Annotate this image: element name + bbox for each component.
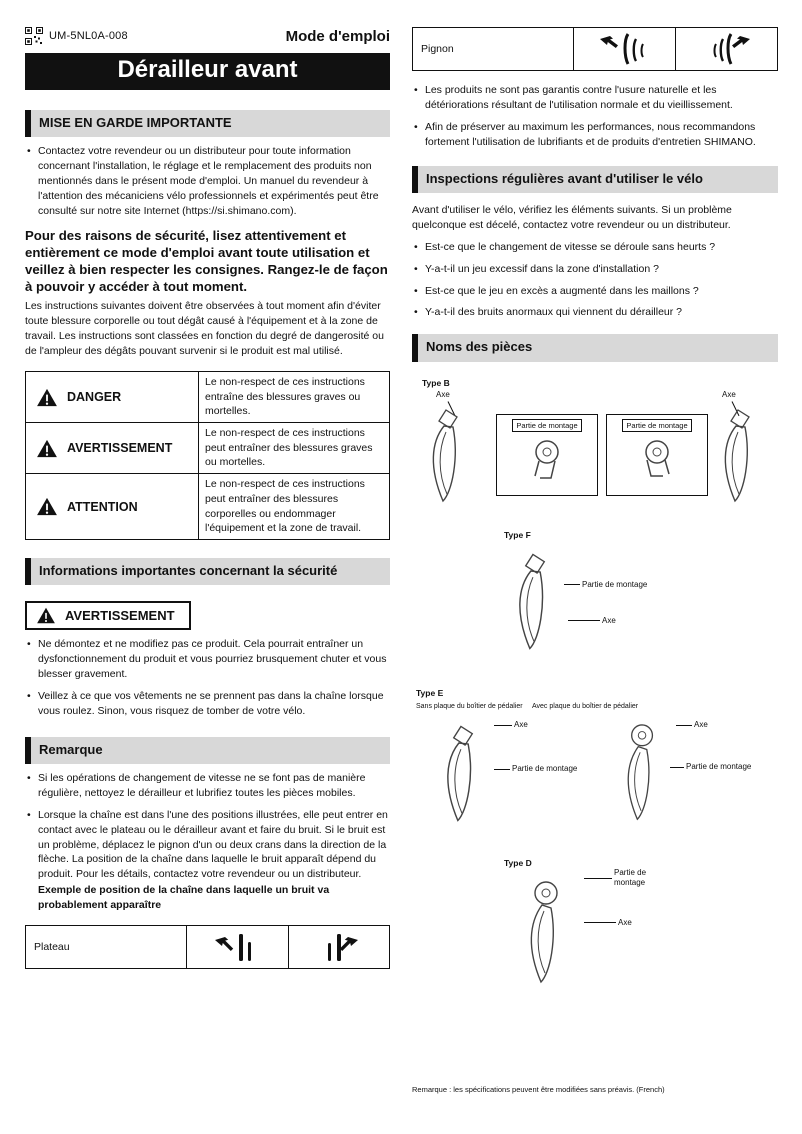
type-f-label: Type F [504,529,531,540]
chainring-diagram-icon [203,929,273,965]
hazard-description: Le non-respect de ces instructions peut entraîner des blessures corporelles ou endommager l'équipement et la zone de travail. [198,474,389,539]
chainring-diagram-icon [304,929,374,965]
hazard-row-caution [26,473,389,539]
inspection-text: Y-a-t-il des bruits anormaux qui viennent du dérailleur ? [425,306,683,319]
montage-callout: Partie de montage [582,579,648,589]
plateau-table [25,925,390,969]
montage-callout: Partie de montage [614,867,647,887]
warning-triangle-icon [36,607,56,624]
section-safety-info: Informations importantes concernant la sécurité [25,558,390,585]
derailleur-diagram [710,406,770,506]
general-note-text: Les produits ne sont pas garantis contre l'usure naturelle et les détériorations résultant de l'utilisation normale et du vieillissement. [425,84,733,111]
axe-callout: Axe [694,719,708,729]
inspection-text: Y-a-t-il un jeu excessif dans la zone d'installation ? [425,262,659,275]
document-number: UM-5NL0A-008 [49,30,128,42]
notice-bullet [25,144,390,219]
safety-statement-bold: Pour des raisons de sécurité, lisez attentivement et entièrement ce mode d'emploi avant toute utilisation et veillez à bien respecter les consignes. Rangez-le de façon à pouvoir y accéder à tout moment. [25,227,388,295]
footer-note: Remarque : les spécifications peuvent être modifiées sans préavis. (French) [412,1085,665,1094]
type-e-label: Type E [416,687,444,698]
hazard-row-danger [26,372,389,422]
pignon-diagram-cell-2 [675,28,777,70]
derailleur-clamp-diagram [512,874,582,994]
callout-line [494,725,512,726]
sprocket-diagram-icon [590,30,660,68]
sprocket-diagram-icon [692,30,762,68]
remarque-bullet-text: Si les opérations de changement de vitesse ne se font pas de manière régulière, nettoyez le dérailleur et lubrifiez toutes les pièces mobiles. [38,771,366,799]
callout-line [568,620,600,621]
section-inspections: Inspections régulières avant d'utiliser le vélo [412,166,778,193]
clamp-diagram [527,436,567,484]
derailleur-diagram [418,406,478,506]
remarque-bullet-text: Lorsque la chaîne est dans l'une des positions illustrées, elle peut entrer en contact avec le plateau ou le dérailleur avant et faire du bruit. Si le bruit est un problème, déplacez le pignon d'un ou deux crans dans la direction de la flèche. La position de la chaîne dans laquelle le bruit apparaît dépend du produit. Pour les détails, contactez votre revendeur ou un distributeur. [38,808,388,881]
clamp-diagram [637,436,677,484]
hazard-label: DANGER [67,390,122,405]
type-d-label: Type D [504,857,532,868]
safety-statement-text: Les instructions suivantes doivent être observées à tout moment afin d'éviter toute blessure corporelle ou tout dégât causé à l'équipement et à la zone de travail. Les instructions sont classées en fonction du degré de dangerosité ou de l'ampleur des dégâts pouvant survenir si le produit est mal utilisé. [25,300,384,358]
section-parts-names: Noms des pièces [412,334,778,361]
section-important-notice: MISE EN GARDE IMPORTANTE [25,110,390,137]
plateau-diagram-cell-2 [288,926,389,968]
callout-line [584,878,612,879]
callout-line [584,922,616,923]
document-header [25,25,390,47]
derailleur-clamp-diagram [610,718,676,830]
document-type: Mode d'emploi [285,27,390,45]
axe-callout: Axe [618,917,632,927]
page-title: Dérailleur avant [25,53,390,90]
plateau-label: Plateau [34,941,70,954]
inspection-bullet [412,284,778,299]
montage-detail-box [496,414,598,496]
inspections-intro: Avant d'utiliser le vélo, vérifiez les éléments suivants. Si un problème quelconque est décelé, contactez votre revendeur ou un distributeur. [412,203,732,231]
montage-callout: Partie de montage [512,763,578,773]
montage-callout: Partie de montage [686,761,752,771]
safety-bullet [25,637,390,682]
pignon-label: Pignon [421,43,454,55]
montage-callout: Partie de montage [622,419,691,432]
type-e-caption-avec: Avec plaque du boîtier de pédalier [532,702,639,710]
inspection-text: Est-ce que le changement de vitesse se déroule sans heurts ? [425,240,716,253]
hazard-label: AVERTISSEMENT [67,441,173,456]
parts-diagrams [412,370,778,1015]
montage-detail-box [606,414,708,496]
qr-code-icon [25,27,43,45]
warning-triangle-icon [36,497,58,516]
left-column [25,25,390,969]
hazard-label: ATTENTION [67,499,138,514]
montage-callout: Partie de montage [512,419,581,432]
pignon-diagram-cell-1 [573,28,675,70]
inspection-bullet [412,240,778,255]
remarque-bullet [25,771,390,801]
hazard-description: Le non-respect de ces instructions entraîne des blessures graves ou mortelles. [198,372,389,422]
general-note-text: Afin de préserver au maximum les performances, nous recommandons fortement l'utilisation de lubrifiants et de produits d'entretien SHIMANO. [425,120,756,148]
hazard-row-warning [26,422,389,473]
callout-line [670,767,684,768]
section-remarque: Remarque [25,737,390,764]
axe-callout: Axe [602,615,616,625]
general-note-bullet [412,83,778,113]
axe-callout: Axe [514,719,528,729]
warning-callout-label: AVERTISSEMENT [65,608,175,624]
type-e-caption-sans: Sans plaque du boîtier de pédalier [416,702,523,710]
remarque-bullet [25,808,390,913]
plateau-diagram-cell-1 [186,926,288,968]
hazard-description: Le non-respect de ces instructions peut entraîner des blessures graves ou mortelles. [198,423,389,473]
callout-line [494,769,510,770]
inspection-bullet [412,305,778,320]
axe-callout: Axe [436,389,450,399]
hazard-label-cell [26,423,198,473]
general-note-bullet [412,120,778,150]
pignon-table [412,27,778,71]
inspection-bullet [412,262,778,277]
inspection-text: Est-ce que le jeu en excès a augmenté dans les maillons ? [425,284,699,297]
hazard-label-cell [26,372,198,422]
safety-bullet-text: Veillez à ce que vos vêtements ne se prennent pas dans la chaîne lorsque vous roulez. Sinon, vous risquez de tomber de votre vélo. [38,689,384,717]
callout-line [676,725,692,726]
safety-bullet-text: Ne démontez et ne modifiez pas ce produit. Cela pourrait entraîner un dysfonctionnement du produit et vous pourriez brusquement chuter et vous blesser gravement. [38,638,387,680]
type-b-label: Type B [422,377,450,388]
remarque-bullet-bold: Exemple de position de la chaîne dans laquelle un bruit va probablement apparaître [38,884,330,912]
warning-callout-box [25,601,191,630]
callout-line [564,584,580,585]
derailleur-diagram [504,546,566,658]
warning-triangle-icon [36,439,58,458]
warning-triangle-icon [36,388,58,407]
right-column [412,25,778,1015]
notice-bullet-text: Contactez votre revendeur ou un distributeur pour toute information concernant l'installation, le réglage et le remplacement des produits non mentionnés dans le présent mode d'emploi. Un manuel du revendeur à l'attention des mécaniciens vélo professionnels et expérimentés peut être consulté sur notre site Internet (https://si.shimano.com). [38,145,379,217]
axe-callout: Axe [722,389,736,399]
derailleur-diagram [432,718,494,830]
hazard-label-cell [26,474,198,539]
safety-bullet [25,689,390,719]
hazard-table [25,371,390,540]
